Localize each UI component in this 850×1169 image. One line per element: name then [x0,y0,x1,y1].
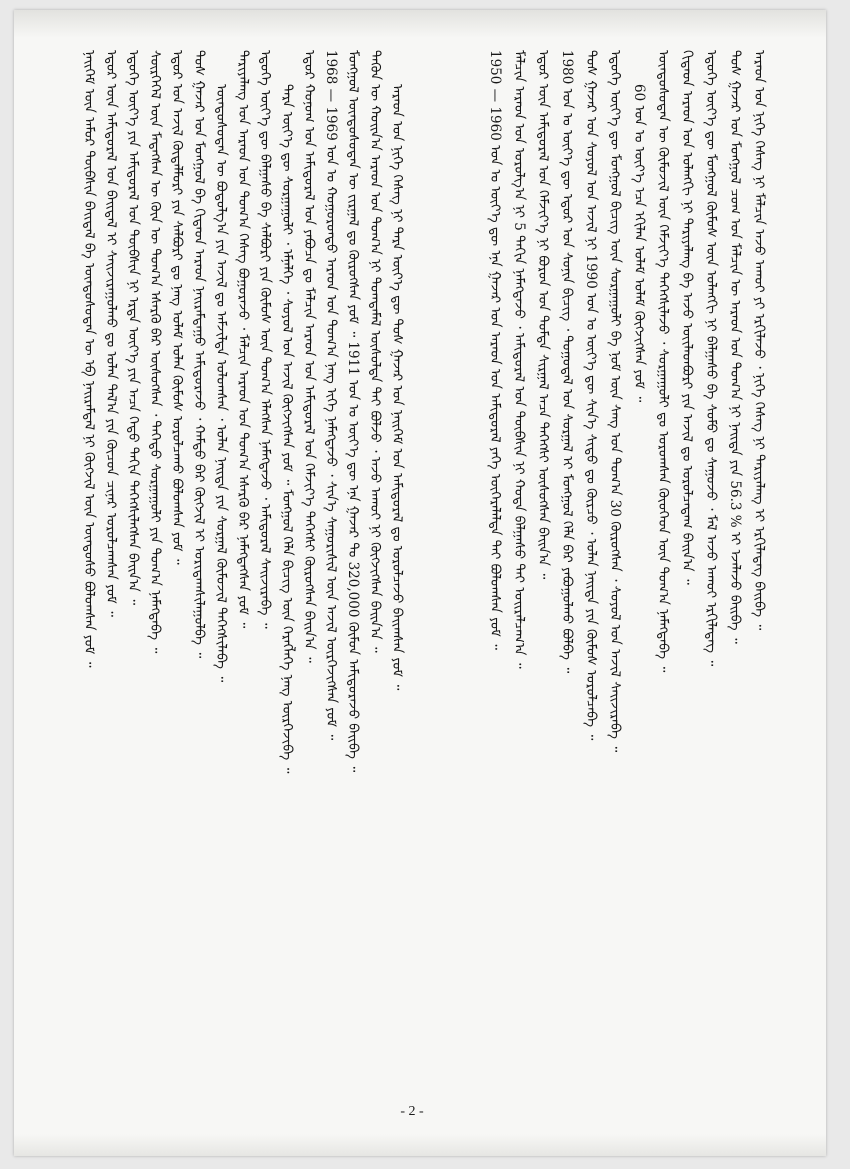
text-line: ᠠᠷᠠᠳ ᠤᠨ ᠨᠢᠭᠡ ᠬᠡᠰᠡᠭ ᠨᠢ ᠲᠡᠷᠡ ᠦᠶ᠎ᠡ ᠳᠦ ᠳᠤᠰ ᠭᠠᠵᠠᠷ ᠤᠨ ᠨᠡᠢᠭᠡᠮ ᠤᠨ ᠠᠮᠢᠳᠤᠷᠠᠯ ᠳᠤ ᠣᠷᠣᠯᠴᠠᠵᠤ ᠪᠠᠢᠭᠰᠠᠨ ᠶᠤᠮ ᠃ [389,84,405,691]
text-line: ᠨᠡᠢᠭᠡᠮ ᠦᠨ ᠠᠮᠤᠷ ᠲᠦᠪᠰᠢᠨ ᠪᠠᠢᠳᠠᠯ ᠪᠠ ᠦᠨᠳᠦᠰᠦᠲᠡᠨ ᠦ ᠡᠪ ᠨᠠᠢᠷᠠᠮᠳᠠᠯ ᠨᠢ ᠬᠥᠭᠵᠢᠯ ᠦᠨ ᠦᠨᠳᠦᠰᠦ ᠪᠣᠯᠤᠭᠰᠠᠨ ᠶᠤᠮ ᠃ [81,50,97,668]
text-line: ᠦᠨᠳᠦᠰᠦᠲᠡᠨ ᠦ ᠬᠥᠮᠦᠵᠢᠯ ᠦᠨ ᠬᠡᠮᠵᠢᠶ᠎ᠡ ᠳᠡᠭᠡᠭᠰᠢᠯᠡᠵᠦ ᠂ ᠰᠤᠷᠭᠠᠭᠤᠯᠢ ᠳᠤ ᠣᠷᠣᠭᠰᠠᠨ ᠬᠦᠦᠬᠡᠳ ᠦᠨ ᠲᠣᠭ᠎ᠠ ᠨᠡᠮᠡᠭᠳᠡᠪᠡ ᠃ [655,50,671,673]
left-column-text [70,50,408,1098]
text-line: ᠡᠳᠦᠭᠡ ᠦᠶ᠎ᠡ ᠳᠦ ᠮᠣᠩᠭᠣᠯ ᠪᠢᠴᠢᠭ ᠦᠨ ᠰᠤᠷᠭᠠᠭᠤᠯᠢ ᠪᠠ ᠨᠣᠮ ᠦᠨ ᠰᠠᠩ ᠤᠨ ᠲᠣᠭ᠎ᠠ 30 ᠬᠦᠷᠦᠭᠰᠡᠨ ᠂ ᠰᠣᠶᠣᠯ ᠤᠨ ᠠᠵᠢᠯ ᠰᠠᠢᠵᠢᠷᠠᠪᠠ ᠃ [607,50,623,753]
left-column [70,50,408,1098]
text-line: ᠮᠠᠯᠴᠢᠨ ᠠᠷᠠᠳ ᠤᠨ ᠣᠷᠣᠯᠭ᠎ᠠ ᠨᠢ 5 ᠳᠠᠬᠢᠨ ᠨᠡᠮᠡᠭᠳᠡᠵᠦ ᠂ ᠠᠮᠢᠳᠤᠷᠠᠯ ᠤᠨ ᠲᠦᠪᠰᠢᠨ ᠨᠢ ᠬᠣᠲᠠ ᠪᠠᠯᠭᠠᠰᠤ ᠲᠠᠢ ᠣᠢᠷᠠᠯᠴᠠᠭ᠎ᠠ ᠃ [511,50,527,669]
page-number: - 2 - [400,1104,424,1119]
text-line: 1968 — 1969 ᠣᠨ ᠤ ᠬᠣᠭᠣᠷᠤᠨᠳᠤ ᠠᠷᠠᠳ ᠤᠨ ᠲᠣᠭ᠎ᠠ ᠨᠡᠩ ᠢᠬᠡ ᠨᠡᠮᠡᠭᠳᠡᠵᠦ ᠂ ᠰᠢᠨ᠎ᠡ ᠰᠠᠭᠤᠷᠢᠰᠢᠯ ᠦᠨ ᠠᠵᠢᠯ ᠥᠷᠭᠡᠵᠢᠭᠰᠡᠨ ᠶᠤᠮ ᠃ [323,50,339,741]
text-line: ᠠᠷᠠᠳ ᠤᠨ ᠨᠢᠭᠡ ᠬᠡᠰᠡᠭ ᠨᠢ ᠮᠠᠯᠴᠢᠨ ᠠᠵᠤ ᠠᠬᠤᠢ ᠶᠢ ᠡᠷᠬᠢᠯᠡᠵᠦ ᠂ ᠨᠢᠭᠡ ᠬᠡᠰᠡᠭ ᠨᠢ ᠲᠠᠷᠢᠶᠠᠯᠠᠩ ᠢ ᠡᠷᠬᠢᠯᠡᠳᠡᠭ ᠪᠠᠢᠪᠠ ᠃ [751,50,767,631]
text-line: ᠰᠦᠷᠭᠡᠭᠡᠯ ᠦᠨ ᠮᠡᠳᠡᠭᠰᠡᠨ ᠦ ᠬᠦᠨ ᠦ ᠲᠣᠭ᠎ᠠ ᠡᠰᠡᠷᠭᠦ ᠪᠡᠷ ᠥᠰᠦᠭᠰᠡᠨ ᠂ ᠳᠡᠭᠡᠳᠦ ᠰᠤᠷᠭᠠᠭᠤᠯᠢ ᠶᠢᠨ ᠲᠣᠭ᠎ᠠ ᠨᠡᠮᠡᠭᠳᠡᠪᠡ ᠃ [147,50,163,654]
text-line: ᠡᠳᠦᠷ ᠦᠨ ᠠᠮᠢᠳᠤᠷᠠᠯ ᠤᠨ ᠬᠡᠮᠵᠢᠶ᠎ᠡ ᠨᠢ ᠪᠤᠷᠤᠨ ᠤᠨ ᠳᠤᠮᠳᠠ ᠰᠢᠷᠭᠠᠯ ᠠᠴᠠ ᠳᠡᠭᠡᠭᠰᠢ ᠥᠰᠦᠭᠰᠡᠨ ᠪᠠᠢᠨ᠎ᠠ ᠃ [535,50,551,580]
text-line: 1950 — 1960 ᠣᠨ ᠤ ᠦᠶ᠎ᠡ ᠳᠦ ᠡᠨᠡ ᠭᠠᠵᠠᠷ ᠤᠨ ᠠᠷᠠᠳ ᠤᠨ ᠠᠮᠢᠳᠤᠷᠠᠯ ᠶᠡᠬᠡ ᠥᠭᠡᠷᠡᠯᠡᠯᠲᠡ ᠲᠠᠢ ᠪᠣᠯᠤᠭᠰᠠᠨ ᠶᠤᠮ ᠃ [487,50,503,650]
text-line: ᠲᠠᠷᠢᠶᠠᠯᠠᠩ ᠤᠨ ᠠᠷᠠᠳ ᠤᠨ ᠲᠣᠭ᠎ᠠ ᠬᠡᠰᠡᠭ ᠪᠣᠭᠤᠷᠠᠵᠤ ᠂ ᠮᠠᠯᠴᠢᠨ ᠠᠷᠠᠳ ᠤᠨ ᠲᠣᠭ᠎ᠠ ᠡᠰᠡᠷᠭᠦ ᠪᠡᠷ ᠨᠡᠮᠡᠭᠳᠡᠭᠰᠡᠨ ᠶᠤᠮ ᠃ [235,50,251,629]
text-line: ᠲᠡᠭᠦᠨ ᠦ ᠬᠣᠢᠨ᠎ᠠ ᠠᠷᠠᠳ ᠤᠨ ᠲᠣᠭ᠎ᠠ ᠨᠢ ᠲᠣᠭᠲᠠᠮᠠᠯ ᠥᠰᠦᠯᠲᠡ ᠲᠠᠢ ᠪᠣᠯᠵᠤ ᠂ ᠠᠵᠤ ᠠᠬᠤᠢ ᠨᠢ ᠬᠥᠭᠵᠢᠭᠰᠡᠨ ᠪᠠᠢᠨ᠎ᠠ ᠃ [367,50,383,653]
right-column [432,50,770,1098]
scan-shade-bottom [14,1134,826,1156]
text-line: ᠡᠳᠦᠭᠡ ᠦᠶ᠎ᠡ ᠳᠦ ᠪᠠᠯᠭᠠᠰᠤ ᠪᠠ ᠰᠠᠯᠪᠤᠷᠢ ᠶᠢᠨ ᠬᠦᠮᠦᠰ ᠦᠨ ᠲᠣᠭ᠎ᠠ ᠡᠯᠡᠭᠰᠡᠨ ᠨᠡᠮᠡᠭᠳᠡᠵᠦ ᠂ ᠠᠮᠢᠳᠤᠷᠠᠯ ᠰᠠᠢᠵᠢᠷᠠᠪᠠ ᠃ [257,50,273,629]
text-line: ᠬᠢᠲᠠᠳ ᠠᠷᠠᠳ ᠤᠨ ᠣᠯᠠᠩᠬᠢ ᠨᠢ ᠲᠠᠷᠢᠶᠠᠯᠠᠩ ᠪᠠ ᠠᠵᠤ ᠦᠢᠯᠡᠳᠪᠦᠷᠢ ᠶᠢᠨ ᠠᠵᠢᠯ ᠳᠤ ᠣᠷᠣᠯᠴᠠᠳᠠᠭ ᠪᠠᠢᠨ᠎ᠠ ᠃ [679,50,695,585]
text-line: 1980 ᠣᠨ ᠤ ᠦᠶ᠎ᠡ ᠳᠦ ᠡᠳᠦᠷ ᠤᠨ ᠰᠣᠨᠢᠨ ᠪᠢᠴᠢᠭ ᠂ ᠳᠣᠭᠤᠳᠠᠯ ᠤᠨ ᠰᠤᠷᠭᠠᠯ ᠢ ᠮᠣᠩᠭᠣᠯ ᠬᠡᠯᠡ ᠪᠡᠷ ᠶᠠᠪᠤᠭᠤᠯᠬᠤ ᠪᠣᠯᠪᠠ ᠃ [559,50,575,674]
text-line: ᠮᠣᠩᠭᠣᠯ ᠦᠨᠳᠦᠰᠦᠲᠡᠨ ᠦ ᠵᠢᠷᠭᠠᠯ ᠳᠤ ᠬᠦᠷᠦᠭᠰᠡᠨ ᠶᠤᠮ ᠃ 1911 ᠣᠨ ᠤ ᠦᠶ᠎ᠡ ᠳᠦ ᠡᠨᠡ ᠭᠠᠵᠠᠷ ᠲᠤ 320,000 ᠬᠦᠮᠦᠨ ᠠᠮᠢᠳᠤᠷᠠᠵᠤ ᠪᠠᠢᠪᠠ ᠃ [345,50,361,773]
text-columns [70,50,770,1098]
text-line: ᠲᠤᠰ ᠭᠠᠵᠠᠷ ᠤᠨ ᠰᠣᠶᠣᠯ ᠤᠨ ᠠᠵᠢᠯ ᠨᠢ 1990 ᠣᠨ ᠤ ᠦᠶ᠎ᠡ ᠳᠦ ᠰᠢᠨ᠎ᠡ ᠰᠢᠲᠤ ᠳᠤ ᠬᠦᠷᠴᠦ ᠂ ᠣᠯᠠᠨ ᠨᠡᠢᠲᠡ ᠶᠢᠨ ᠬᠦᠮᠦᠰ ᠣᠷᠣᠯᠴᠠᠪᠠ ᠃ [583,50,599,741]
scan-shade-top [14,10,826,38]
text-line: ᠲᠡᠷᠡ ᠦᠶ᠎ᠡ ᠳᠦ ᠰᠤᠷᠭᠠᠭᠤᠯᠢ ᠂ ᠡᠮᠨᠡᠯᠭᠡ ᠂ ᠰᠣᠶᠣᠯ ᠤᠨ ᠠᠵᠢᠯ ᠬᠥᠭᠵᠢᠭᠰᠡᠨ ᠶᠤᠮ ᠃ ᠮᠣᠩᠭᠣᠯ ᠬᠡᠯᠡ ᠪᠢᠴᠢᠭ ᠦᠨ ᠬᠡᠷᠡᠭᠯᠡᠭᠡ ᠨᠡᠩ ᠥᠷᠭᠡᠵᠢᠪᠡ ᠃ [279,84,295,774]
text-line: ᠡᠳᠦᠭᠡ ᠦᠶ᠎ᠡ ᠳᠦ ᠮᠣᠩᠭᠣᠯ ᠬᠦᠮᠦᠰ ᠦᠨ ᠣᠯᠠᠩᠬᠢ ᠨᠢ ᠪᠠᠯᠭᠠᠰᠤ ᠪᠠ ᠰᠤᠮᠤ ᠳᠤ ᠰᠠᠭᠤᠵᠤ ᠂ ᠮᠠᠯ ᠠᠵᠤ ᠠᠬᠤᠢ ᠡᠷᠬᠢᠯᠡᠳᠡᠭ ᠃ [703,50,719,667]
right-column-text [432,50,770,1098]
document-page [14,10,826,1156]
text-line: ᠦᠨᠳᠦᠰᠦᠲᠡᠨ ᠦ ᠪᠣᠳᠤᠯᠭ᠎ᠠ ᠶᠢᠨ ᠠᠵᠢᠯ ᠳᠤ ᠠᠮᠵᠢᠯᠲᠠ ᠣᠯᠤᠭᠰᠠᠨ ᠂ ᠣᠯᠠᠨ ᠨᠡᠢᠲᠡ ᠶᠢᠨ ᠰᠤᠷᠭᠠᠯ ᠬᠥᠮᠦᠵᠢᠯ ᠳᠡᠭᠡᠭᠰᠢᠯᠡᠪᠡ ᠃ [213,84,229,683]
text-line: ᠲᠤᠰ ᠭᠠᠵᠠᠷ ᠤᠨ ᠮᠣᠩᠭᠣᠯ ᠴᠤᠭ ᠤᠨ ᠮᠠᠯᠴᠢᠨ ᠦ ᠠᠷᠠᠳ ᠤᠨ ᠲᠣᠭ᠎ᠠ ᠨᠢ ᠨᠡᠢᠲᠡ ᠶᠢᠨ 56.3 % ᠢ ᠡᠵᠡᠯᠡᠵᠦ ᠪᠠᠢᠪᠠ ᠃ [727,50,743,644]
text-line: ᠡᠳᠦᠷ ᠦᠨ ᠠᠮᠢᠳᠤᠷᠠᠯ ᠤᠨ ᠪᠠᠢᠳᠠᠯ ᠢ ᠰᠠᠢᠵᠢᠷᠠᠭᠤᠯᠬᠤ ᠳᠤ ᠣᠯᠠᠨ ᠲᠠᠯ᠎ᠠ ᠶᠢᠨ ᠬᠦᠴᠦᠨ ᠴᠢᠨᠠᠷ ᠣᠷᠣᠯᠴᠠᠭᠰᠠᠨ ᠶᠤᠮ ᠃ [103,50,119,617]
text-line: ᠡᠳᠦᠭᠡ ᠦᠶ᠎ᠡ ᠶᠢᠨ ᠠᠮᠢᠳᠤᠷᠠᠯ ᠤᠨ ᠲᠦᠪᠰᠢᠨ ᠨᠢ ᠡᠷᠲᠡ ᠦᠶ᠎ᠡ ᠶᠢᠨ ᠠᠴᠠ ᠬᠡᠳᠦ ᠳᠠᠬᠢᠨ ᠳᠡᠭᠡᠭᠰᠢᠯᠡᠭᠰᠡᠨ ᠪᠠᠢᠨ᠎ᠠ ᠃ [125,50,141,605]
text-line: ᠡᠳᠦᠷ ᠤᠨ ᠠᠵᠢᠯ ᠬᠥᠳᠡᠯᠮᠦᠷᠢ ᠶᠢᠨ ᠰᠠᠯᠪᠤᠷᠢ ᠳᠤ ᠨᠡᠩ ᠤᠯᠠᠮ ᠣᠯᠠᠨ ᠬᠦᠮᠦᠰ ᠣᠷᠣᠯᠴᠠᠬᠤ ᠪᠣᠯᠤᠭᠰᠠᠨ ᠶᠤᠮ ᠃ [169,50,185,565]
text-line: ᠲᠤᠰ ᠭᠠᠵᠠᠷ ᠤᠨ ᠮᠣᠩᠭᠣᠯ ᠪᠠ ᠬᠢᠲᠠᠳ ᠠᠷᠠᠳ ᠨᠠᠢᠷᠠᠮᠳᠠᠭᠤ ᠠᠮᠢᠳᠤᠷᠠᠵᠤ ᠂ ᠬᠠᠮᠲᠤ ᠪᠡᠷ ᠬᠥᠭᠵᠢᠯ ᠢ ᠤᠷᠢᠳᠠᠭᠰᠢᠯᠠᠭᠤᠯᠪᠠ ᠃ [191,50,207,659]
text-line: 60 ᠣᠨ ᠤ ᠦᠶ᠎ᠡ ᠡᠴᠡ ᠡᠬᠢᠯᠡᠨ ᠤᠯᠠᠮ ᠤᠯᠠᠮ ᠬᠥᠭᠵᠢᠭᠰᠡᠨ ᠶᠤᠮ ᠃ [631,84,647,403]
text-line: ᠡᠳᠦᠷ ᠬᠣᠨᠣᠭ ᠤᠨ ᠠᠮᠢᠳᠤᠷᠠᠯ ᠤᠨ ᠶᠠᠪᠤᠴᠠ ᠳᠤ ᠮᠠᠯᠴᠢᠨ ᠠᠷᠠᠳ ᠤᠨ ᠠᠮᠢᠳᠤᠷᠠᠯ ᠤᠨ ᠬᠡᠮᠵᠢᠶ᠎ᠡ ᠳᠡᠭᠡᠭᠰᠢ ᠬᠦᠷᠦᠭᠰᠡᠨ ᠪᠠᠢᠨ᠎ᠠ ᠃ [301,50,317,663]
